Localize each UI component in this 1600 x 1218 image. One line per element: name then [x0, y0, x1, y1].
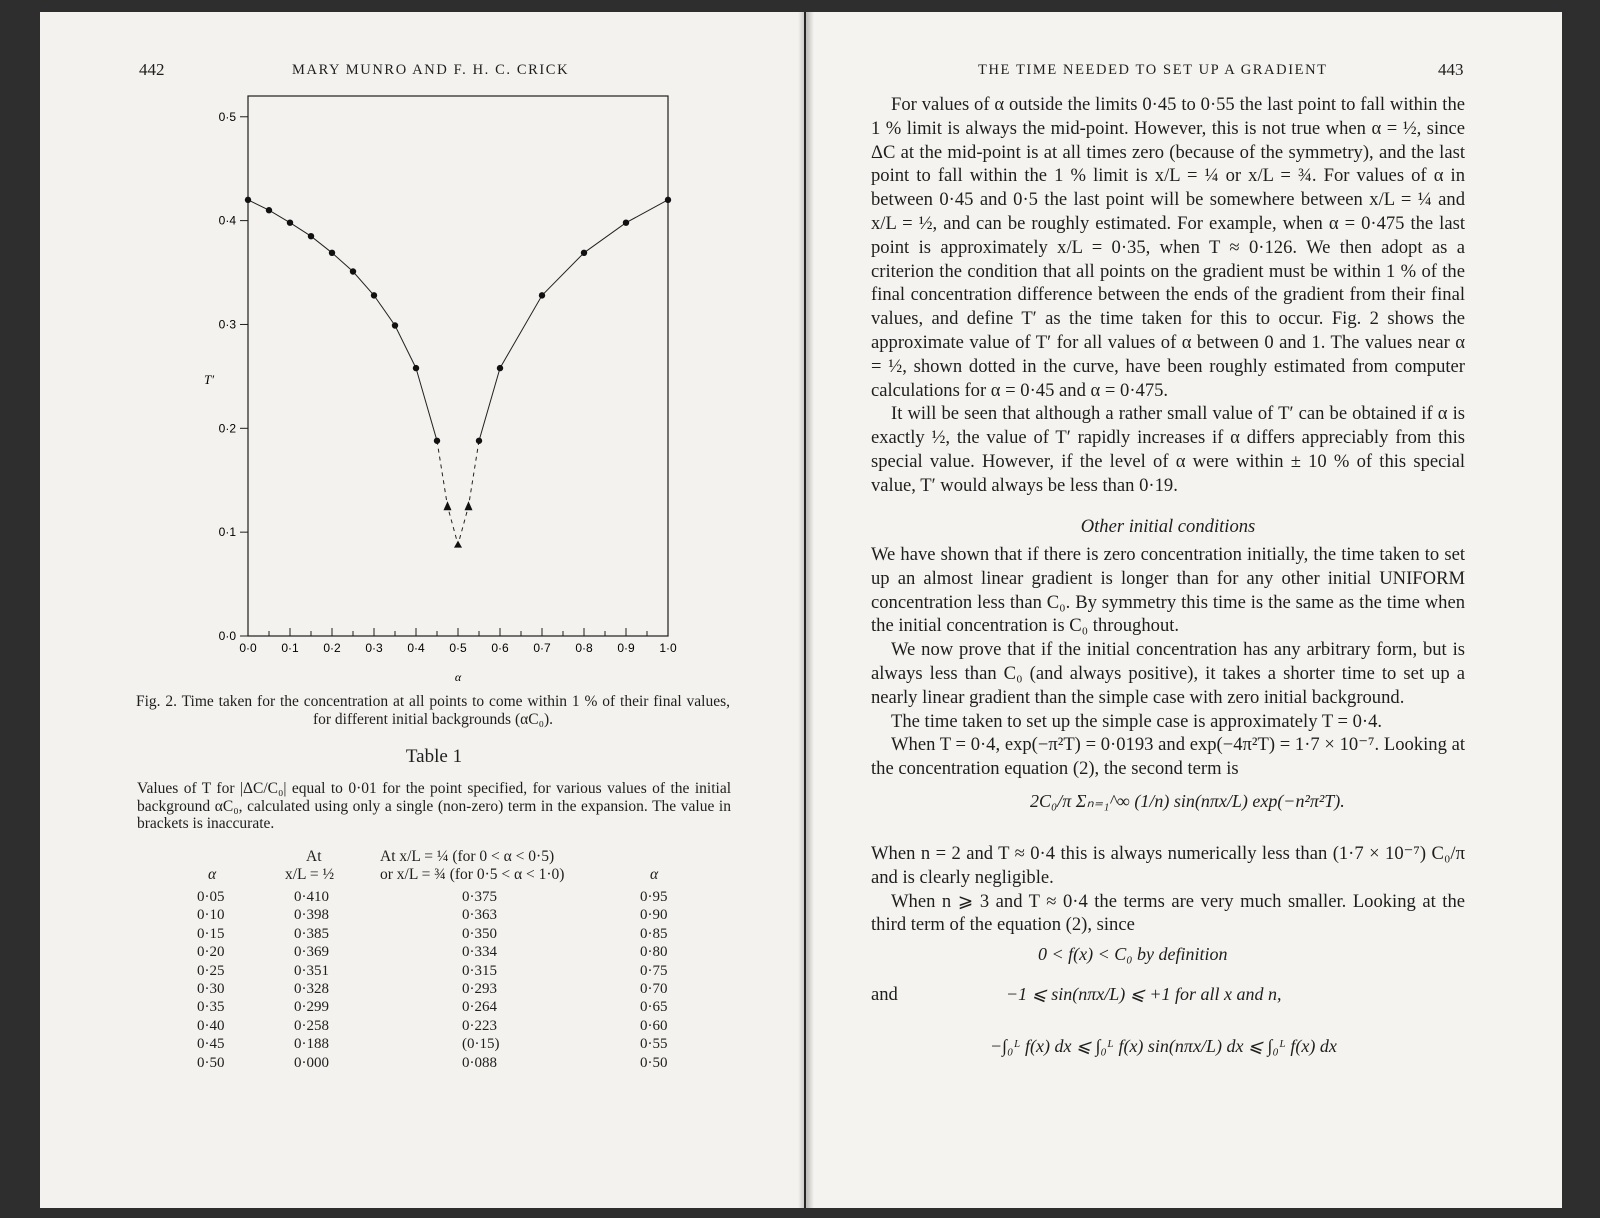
table-column-alpha-left: [197, 888, 225, 1072]
right-body-top: [871, 93, 1465, 498]
table-title: Table 1: [405, 746, 463, 767]
chart-curve: [248, 200, 668, 545]
y-tick-label: 0·2: [218, 421, 236, 436]
table-cell: (0·15): [462, 1036, 500, 1053]
table-cell: 0·299: [294, 999, 329, 1016]
equation-bounds: 0 < f(x) < C₀ by definition: [1038, 944, 1228, 964]
table-cell: 0·50: [640, 1054, 668, 1071]
table-cell: 0·45: [197, 1036, 225, 1053]
table-cell: 0·05: [197, 889, 225, 905]
table-cell: 0·25: [197, 962, 225, 979]
table-cell: 0·55: [640, 1036, 668, 1053]
chart-axes: [248, 96, 668, 636]
left-running-head: MARY MUNRO AND F. H. C. CRICK: [292, 62, 570, 78]
book-gutter: [798, 12, 814, 1208]
curve-dotted-segment: [437, 441, 479, 545]
data-point: [434, 438, 440, 444]
figure-2-chart: [190, 88, 700, 688]
chart-ticks: [219, 110, 677, 655]
table-cell: 0·264: [462, 999, 497, 1016]
curve-right-branch: [479, 200, 668, 441]
table-cell: 0·375: [462, 889, 497, 905]
table-cell: 0·75: [640, 962, 668, 979]
right-body-middle: [871, 543, 1465, 781]
x-tick-label: 0·8: [575, 641, 593, 655]
data-point: [665, 197, 671, 203]
table-cell: 0·60: [640, 1017, 668, 1034]
paragraph-1: For values of α outside the limits 0·45 to 0·55 the last point to fall within the 1 % limit is always the mid-point. However, this is not true when α = ½, since ΔC at the mid-point is at all times zero (because of the symmetry), and the last point to fall within the 1 % limit is x/L = ¼ or x/L = ¾. For values of α in between 0·45 and 0·5 the last point will be somewhere between x/L = ¼ and x/L = ½, and can be roughly estimated. For example, when α = 0·475 the last point is approximately x/L = 0·35, when T ≈ 0·126. We then adopt as a criterion the condition that all points on the gradient must be within 1 % of the final concentration difference between the ends of the gradient from their final values, and define T′ as the time taken for this to occur. Fig. 2 shows the approximate value of T′ for all values of α between 0 and 1. The values near α = ½, shown dotted in the curve, have been roughly estimated from computer calculations for α = 0·45 and α = 0·475.: [871, 94, 1465, 401]
x-tick-label: 0·9: [617, 641, 635, 655]
plot-frame: [248, 96, 668, 636]
and-word: and: [871, 984, 898, 1005]
y-tick-label: 0·1: [218, 525, 236, 540]
data-point: [497, 365, 503, 371]
x-tick-label: 0·0: [239, 641, 257, 655]
x-tick-label: 1·0: [659, 641, 677, 655]
paragraph-4: We now prove that if the initial concentration has any arbitrary form, but is always less than C₀ (and always positive), it takes a shorter time to set up a nearly linear gradient than the simple case with zero initial background.: [871, 639, 1465, 708]
left-page-number: 442: [139, 60, 165, 79]
table-cell: 0·385: [294, 925, 329, 942]
y-tick-label: 0·5: [218, 109, 236, 124]
section-heading: Other initial conditions: [1080, 516, 1256, 537]
equation-sine-bounds: −1 ⩽ sin(nπx/L) ⩽ +1 for all x and n,: [1006, 984, 1282, 1004]
data-point: [539, 292, 545, 298]
data-point: [476, 438, 482, 444]
figure-caption: Fig. 2. Time taken for the concentration at all points to come within 1 % of their final values, for different initial backgrounds (αC₀).: [136, 693, 730, 728]
equation-series: 2C₀/π Σₙ₌₁^∞ (1/n) sin(nπx/L) exp(−n²π²T).: [1030, 791, 1345, 811]
paragraph-3: We have shown that if there is zero concentration initially, the time taken to set up an almost linear gradient is longer than for any other initial UNIFORM concentration less than C₀. By symmetry this time is the same as the time when the initial concentration is C₀ throughout.: [871, 544, 1465, 637]
equation-integral: −∫₀ᴸ f(x) dx ⩽ ∫₀ᴸ f(x) sin(nπx/L) dx ⩽ ∫₀ᴸ f(x) dx: [990, 1036, 1337, 1056]
y-axis-label: T′: [204, 372, 215, 387]
table-cell: 0·000: [294, 1054, 329, 1071]
minimum-point: [454, 541, 462, 548]
table-cell: 0·293: [462, 981, 497, 998]
data-point: [392, 322, 398, 328]
data-point: [371, 292, 377, 298]
data-point: [623, 219, 629, 225]
table-cell: 0·95: [640, 889, 668, 905]
x-tick-label: 0·1: [281, 641, 299, 655]
table-cell: 0·15: [197, 925, 225, 942]
table-cell: 0·35: [197, 999, 225, 1016]
table-column-at-mid: [294, 888, 329, 1072]
data-point: [245, 197, 251, 203]
table-cell: 0·50: [197, 1054, 225, 1071]
data-point: [329, 250, 335, 256]
table-cell: 0·90: [640, 907, 668, 924]
paragraph-5: The time taken to set up the simple case is approximately T = 0·4.: [891, 710, 1383, 732]
table-cell: 0·315: [462, 962, 497, 979]
table-cell: 0·334: [462, 944, 497, 961]
table-cell: 0·328: [294, 981, 329, 998]
table-header-mid-line1: At: [306, 848, 322, 865]
right-running-head: THE TIME NEEDED TO SET UP A GRADIENT: [978, 62, 1328, 78]
paragraph-2: It will be seen that although a rather small value of T′ can be obtained if α is exactly ½, the value of T′ rapidly increases if α differs appreciably from this special value. However, if the level of α were within ± 10 % of this special value, T′ would always be less than 0·19.: [871, 403, 1465, 496]
table-cell: 0·188: [294, 1036, 329, 1053]
x-tick-label: 0·6: [491, 641, 509, 655]
table-cell: 0·363: [462, 907, 497, 924]
table-cell: 0·088: [462, 1054, 497, 1071]
triangle-point: [444, 501, 452, 510]
table-cell: 0·30: [197, 981, 225, 998]
y-tick-label: 0·4: [218, 213, 236, 228]
table-cell: 0·80: [640, 944, 668, 961]
data-point: [287, 219, 293, 225]
table-cell: 0·398: [294, 907, 329, 924]
table-cell: 0·258: [294, 1017, 329, 1034]
right-body-lower: [871, 842, 1465, 937]
x-tick-label: 0·5: [449, 641, 467, 655]
table-cell: 0·350: [462, 925, 497, 942]
data-point: [266, 207, 272, 213]
chart-marks: [245, 197, 671, 548]
table-description: Values of T for |ΔC/C₀| equal to 0·01 for the point specified, for various values of the initial background αC₀, calculated using only a single (non-zero) term in the expansion. The value in brackets is inaccurate.: [137, 780, 731, 832]
data-point: [413, 365, 419, 371]
table-cell: 0·369: [294, 944, 329, 961]
table-cell: 0·351: [294, 962, 329, 979]
table-cell: 0·40: [197, 1017, 225, 1034]
x-tick-label: 0·4: [407, 641, 425, 655]
table-cell: 0·20: [197, 944, 225, 961]
table-cell: 0·70: [640, 981, 668, 998]
y-tick-label: 0·3: [218, 317, 236, 332]
curve-left-branch: [248, 200, 437, 441]
x-tick-label: 0·3: [365, 641, 383, 655]
table-header-quarter-line2: or x/L = ¾ (for 0·5 < α < 1·0): [380, 866, 565, 883]
table-cell: 0·223: [462, 1017, 497, 1034]
paragraph-6: When T = 0·4, exp(−π²T) = 0·0193 and exp(−4π²T) = 1·7 × 10⁻⁷. Looking at the concentration equation (2), the second term is: [871, 734, 1465, 780]
table-cell: 0·65: [640, 999, 668, 1016]
x-tick-label: 0·7: [533, 641, 551, 655]
table-header-mid-line2: x/L = ½: [285, 866, 335, 883]
table-cell: 0·85: [640, 925, 668, 942]
table-header-quarter-line1: At x/L = ¼ (for 0 < α < 0·5): [380, 848, 555, 865]
table-header-alpha-left: α: [208, 866, 217, 883]
table-cell: 0·410: [294, 889, 329, 905]
table-column-alpha-right: [640, 888, 668, 1072]
x-axis-label: α: [454, 670, 462, 684]
table-column-at-quarter: [462, 888, 500, 1072]
data-point: [581, 250, 587, 256]
y-tick-label: 0·0: [218, 629, 236, 643]
paragraph-7: When n = 2 and T ≈ 0·4 this is always numerically less than (1·7 × 10⁻⁷) C₀/π and is clearly negligible.: [871, 843, 1465, 888]
data-point: [350, 268, 356, 274]
data-point: [308, 233, 314, 239]
triangle-point: [465, 501, 473, 510]
paragraph-8: When n ⩾ 3 and T ≈ 0·4 the terms are very much smaller. Looking at the third term of the equation (2), since: [871, 890, 1465, 936]
table-header-alpha-right: α: [650, 866, 659, 883]
table-cell: 0·10: [197, 907, 225, 924]
x-tick-label: 0·2: [323, 641, 341, 655]
right-page-number: 443: [1438, 60, 1464, 79]
